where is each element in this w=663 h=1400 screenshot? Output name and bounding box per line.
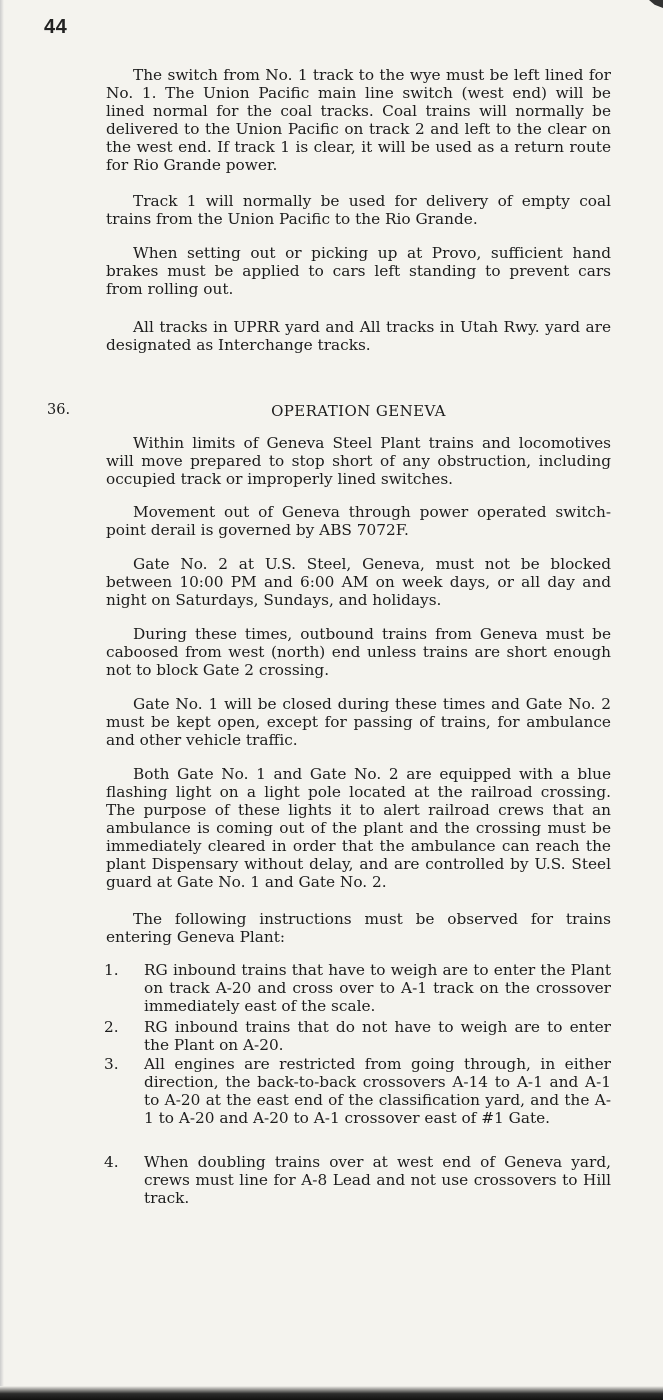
intro-paragraph-2: Track 1 will normally be used for delivery of empty coal trains from the Union Pacific to the Rio Grande.	[106, 192, 611, 228]
page-number: 44	[44, 16, 68, 38]
section-paragraph-1: Within limits of Geneva Steel Plant trains and locomotives will move prepared to stop short of any obstruction, including occupied track or improperly lined switches.	[106, 434, 611, 488]
list-item-number: 1.	[104, 961, 119, 979]
section-paragraph-6: Both Gate No. 1 and Gate No. 2 are equipped with a blue flashing light on a light pole located at the railroad crossing. The purpose of these lights it to alert railroad crews that an ambulance is coming out of the plant and the crossing must be immediately cleared in order that the ambulance can reach the plant Dispensary without delay, and are controlled by U.S. Steel guard at Gate No. 1 and Gate No. 2.	[106, 765, 611, 891]
section-paragraph-2: Movement out of Geneva through power operated switch-point derail is governed by ABS 7072F.	[106, 503, 611, 539]
page-edge-shadow	[0, 0, 4, 1400]
list-item-text: When doubling trains over at west end of Geneva yard, crews must line for A-8 Lead and not use crossovers to Hill track.	[144, 1153, 611, 1207]
section-paragraph-7: The following instructions must be observed for trains entering Geneva Plant:	[106, 910, 611, 946]
section-paragraph-4: During these times, outbound trains from Geneva must be caboosed from west (north) end unless trains are short enough not to block Gate 2 crossing.	[106, 625, 611, 679]
section-paragraph-3: Gate No. 2 at U.S. Steel, Geneva, must not be blocked between 10:00 PM and 6:00 AM on week days, or all day and night on Saturdays, Sundays, and holidays.	[106, 555, 611, 609]
intro-paragraph-4: All tracks in UPRR yard and All tracks in Utah Rwy. yard are designated as Interchange tracks.	[106, 318, 611, 354]
section-paragraph-5: Gate No. 1 will be closed during these times and Gate No. 2 must be kept open, except for passing of trains, for ambulance and other vehicle traffic.	[106, 695, 611, 749]
list-item-number: 2.	[104, 1018, 119, 1036]
section-title: OPERATION GENEVA	[271, 402, 446, 420]
list-item-number: 3.	[104, 1055, 119, 1073]
list-item-text: RG inbound trains that have to weigh are to enter the Plant on track A-20 and cross over to A-1 track on the crossover immediately east of the scale.	[144, 961, 611, 1015]
section-number: 36.	[47, 402, 71, 418]
intro-paragraph-3: When setting out or picking up at Provo, sufficient hand brakes must be applied to cars left standing to prevent cars from rolling out.	[106, 244, 611, 298]
list-item-text: All engines are restricted from going through, in either direction, the back-to-back crossovers A-14 to A-1 and A-1 to A-20 at the east end of the classification yard, and the A-1 to A-20 and A-20 to A-1 crossover east of #1 Gate.	[144, 1055, 611, 1127]
list-item-text: RG inbound trains that do not have to weigh are to enter the Plant on A-20.	[144, 1018, 611, 1054]
list-item-number: 4.	[104, 1153, 119, 1171]
intro-paragraph-1: The switch from No. 1 track to the wye must be left lined for No. 1. The Union Pacific main line switch (west end) will be lined normal for the coal tracks. Coal trains will normally be delivered to the Union Pacific on track 2 and left to the clear on the west end. If track 1 is clear, it will be used as a return route for Rio Grande power.	[106, 66, 611, 174]
page-bottom-edge	[0, 1386, 663, 1400]
page-corner-mark	[649, 0, 663, 8]
